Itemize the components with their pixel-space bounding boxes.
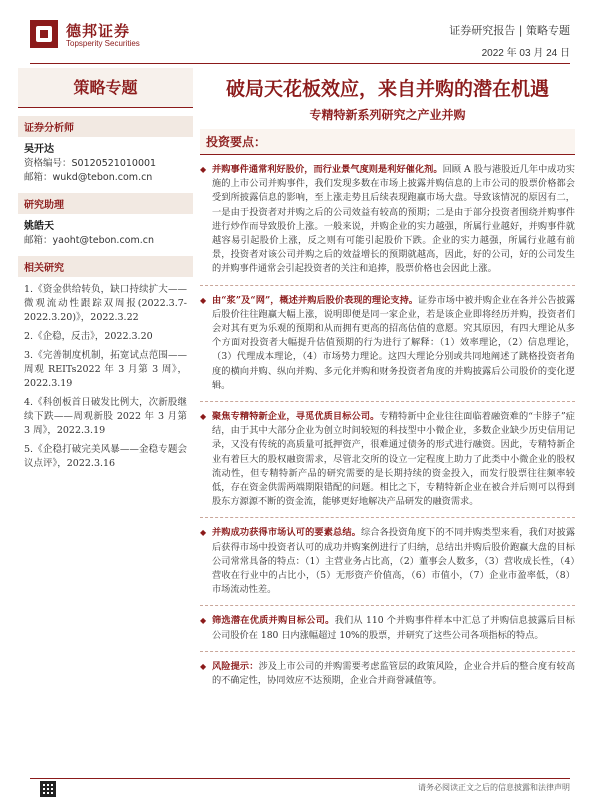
section-divider [200, 651, 575, 652]
sidebar-title: 策略专题 [18, 68, 193, 108]
assistant-info [18, 220, 193, 248]
key-point-text: 专精特新中企业往往面临着融资难的“卡脖子”症结，由于其中大部分企业为创立时间较短的科技型中小微企业，多数企业缺少历史信用记录，又没有传统的高质量可抵押资产，很难通过债务的形式进行融资。因此，专精特新企业有着巨大的股权融资需求，尽管北交所的设立一定程度上助力了此类中小微企业的股权流动性，但专精特新产品的研究需要的是长期持续的资金投入，而发行股票往往频率较低，存在资金供需两端期限错配的问题。相比之下，专精特新企业在被合并后则可以得到股东方源源不断的资金流，能够更好地解决产品研发的融资需求。 [212, 411, 575, 508]
key-point-lead: 并购成功获得市场认可的要素总结。 [212, 527, 361, 539]
footer-divider [30, 778, 570, 779]
footer-disclaimer: 请务必阅读正文之后的信息披露和法律声明 [418, 783, 570, 792]
logo-text-cn: 德邦证券 [66, 22, 131, 40]
related-item[interactable]: 4.《科创板首日破发比例大，次新股继续下跌——周观新股 2022 年 3 月第 3 周》，2022.3.19 [24, 397, 187, 436]
tebon-logo [30, 20, 180, 50]
report-subtitle: 专精特新系列研究之产业并购 [309, 108, 466, 122]
key-point-lead: 筛选潜在优质并购目标公司。 [212, 615, 335, 627]
main-content [200, 68, 575, 688]
key-point-text: 回顾 A 股与港股近几年中成功实施的上市公司并购事件，我们发现多数在市场上披露并购信息的上市公司的股票价格都会受到所披露信息的影响，至上涨走势且后续表现跑赢市场大盘。导致该情况的原因有二，一是由于投资者对并购之后的公司效益有较高的预期；二是由于部分投资者围绕并购事件进行炒作而导致股价上涨。一般来说，并购企业的实力越强，所属行业越好，并购事件就越容易引起股价上涨，反之则有可能引起股价下跌。企业的实力越强，所属行业越有前景，投资者对该公司并购之后的效益增长的预期就越高，因此，好的公司，好的公司发生的并购事件通常会引起投资者的关注和追捧，股票价格也会因此上涨。 [212, 164, 575, 275]
key-points-heading: 投资要点： [200, 129, 575, 155]
section-divider [200, 517, 575, 518]
report-date: 2022 年 03 月 24 日 [481, 48, 570, 59]
section-divider [200, 605, 575, 606]
related-item[interactable]: 5.《企稳打破完美风暴——金稳专题会议点评》，2022.3.16 [24, 444, 187, 469]
key-point-paragraph [200, 410, 575, 509]
section-divider [200, 401, 575, 402]
assistant-email: 邮箱：yaoht@tebon.com.cn [24, 235, 155, 246]
analyst-cert: 资格编号：S0120521010001 [24, 158, 157, 169]
key-point-paragraph [200, 526, 575, 597]
report-title: 破局天花板效应，来自并购的潜在机遇 [225, 78, 549, 100]
analyst-email: 邮箱：wukd@tebon.com.cn [24, 172, 153, 183]
related-research-list [18, 283, 193, 471]
logo-mark-icon [30, 20, 58, 48]
sidebar [18, 68, 193, 476]
related-item[interactable]: 2.《企稳，反击》，2022.3.20 [24, 331, 153, 342]
analyst-label: 证券分析师 [18, 116, 193, 137]
analyst-info [18, 143, 193, 185]
report-type: 证券研究报告 | 策略专题 [449, 24, 570, 37]
report-header [0, 0, 600, 68]
assistant-name: 姚皓天 [24, 221, 54, 232]
key-point-lead: 并购事件通常利好股价，而行业景气度则是利好催化剂。 [212, 164, 443, 175]
key-point-paragraph [200, 294, 575, 393]
header-divider [30, 63, 570, 64]
analyst-name: 吴开达 [24, 144, 54, 155]
key-point-paragraph [200, 163, 575, 277]
risk-warning-text: 涉及上市公司的并购需要考虑监管层的政策风险，企业合并后的整合度有较高的不确定性，协同效应不达预期，企业合并商誉减值等。 [212, 660, 576, 687]
qr-code-icon [40, 781, 56, 797]
section-divider [200, 285, 575, 286]
risk-warning-lead: 风险提示： [212, 660, 259, 672]
key-point-lead: 由“浆”及“网”，概述并购后股价表现的理论支持。 [212, 294, 419, 306]
logo-text-en: Topsperity Securities [66, 39, 140, 48]
risk-warning-paragraph [200, 660, 575, 688]
key-point-text: 综合各投资角度下的不同并购类型来看，我们对披露后获得市场中投资者认可的成功并购案例进行了归纳，总结出并购后股价跑赢大盘的目标公司常常具备的特点：（1）主营业务占比高，（2）董事会人数多，（3）营收成长性，（4）营收在行业中的占比小，（5）无形资产价值高，（6）市值小，（7）企业市盈率低，（8）市场流动性差。 [212, 527, 576, 596]
key-point-lead: 聚焦专精特新企业，寻觅优质目标公司。 [212, 411, 380, 423]
related-item[interactable]: 1.《资金供给转负，缺口持续扩大——微观流动性跟踪双周报(2022.3.7-2022.3.20)》，2022.3.22 [24, 284, 187, 323]
related-label: 相关研究 [18, 256, 193, 277]
related-item[interactable]: 3.《完善制度机制，拓宽试点范围——周观 REITs2022 年 3 月第 3 周》，2022.3.19 [24, 350, 187, 389]
key-point-paragraph [200, 614, 575, 642]
key-point-text: 我们从 110 个并购事件样本中汇总了并购信息披露后目标公司股价在 180 日内涨幅超过 10%的股票，并研究了这些公司各项指标的特点。 [212, 615, 575, 641]
key-point-text: 证券市场中被并购企业在各并公告披露后股价往往跑赢大幅上涨，说明即便是同一家企业，若是该企业即将经历并购，投资者们会对其有更为乐观的预期和从而拥有更高的招高估值的意愿。究其原因，有四大理论从多个方面对投资者大幅提升估值预期的行为进行了解释：（1）效率理论，（2）信息理论，（3）代理成本理论，（4）市场势力理论。这四大理论分别或共同地阐述了跳格投资者角度的横向并购、纵向并购、多元化并购和财务投资者角度的并购披露后公司股价的变化逻辑。 [212, 294, 576, 391]
assistant-label: 研究助理 [18, 193, 193, 214]
